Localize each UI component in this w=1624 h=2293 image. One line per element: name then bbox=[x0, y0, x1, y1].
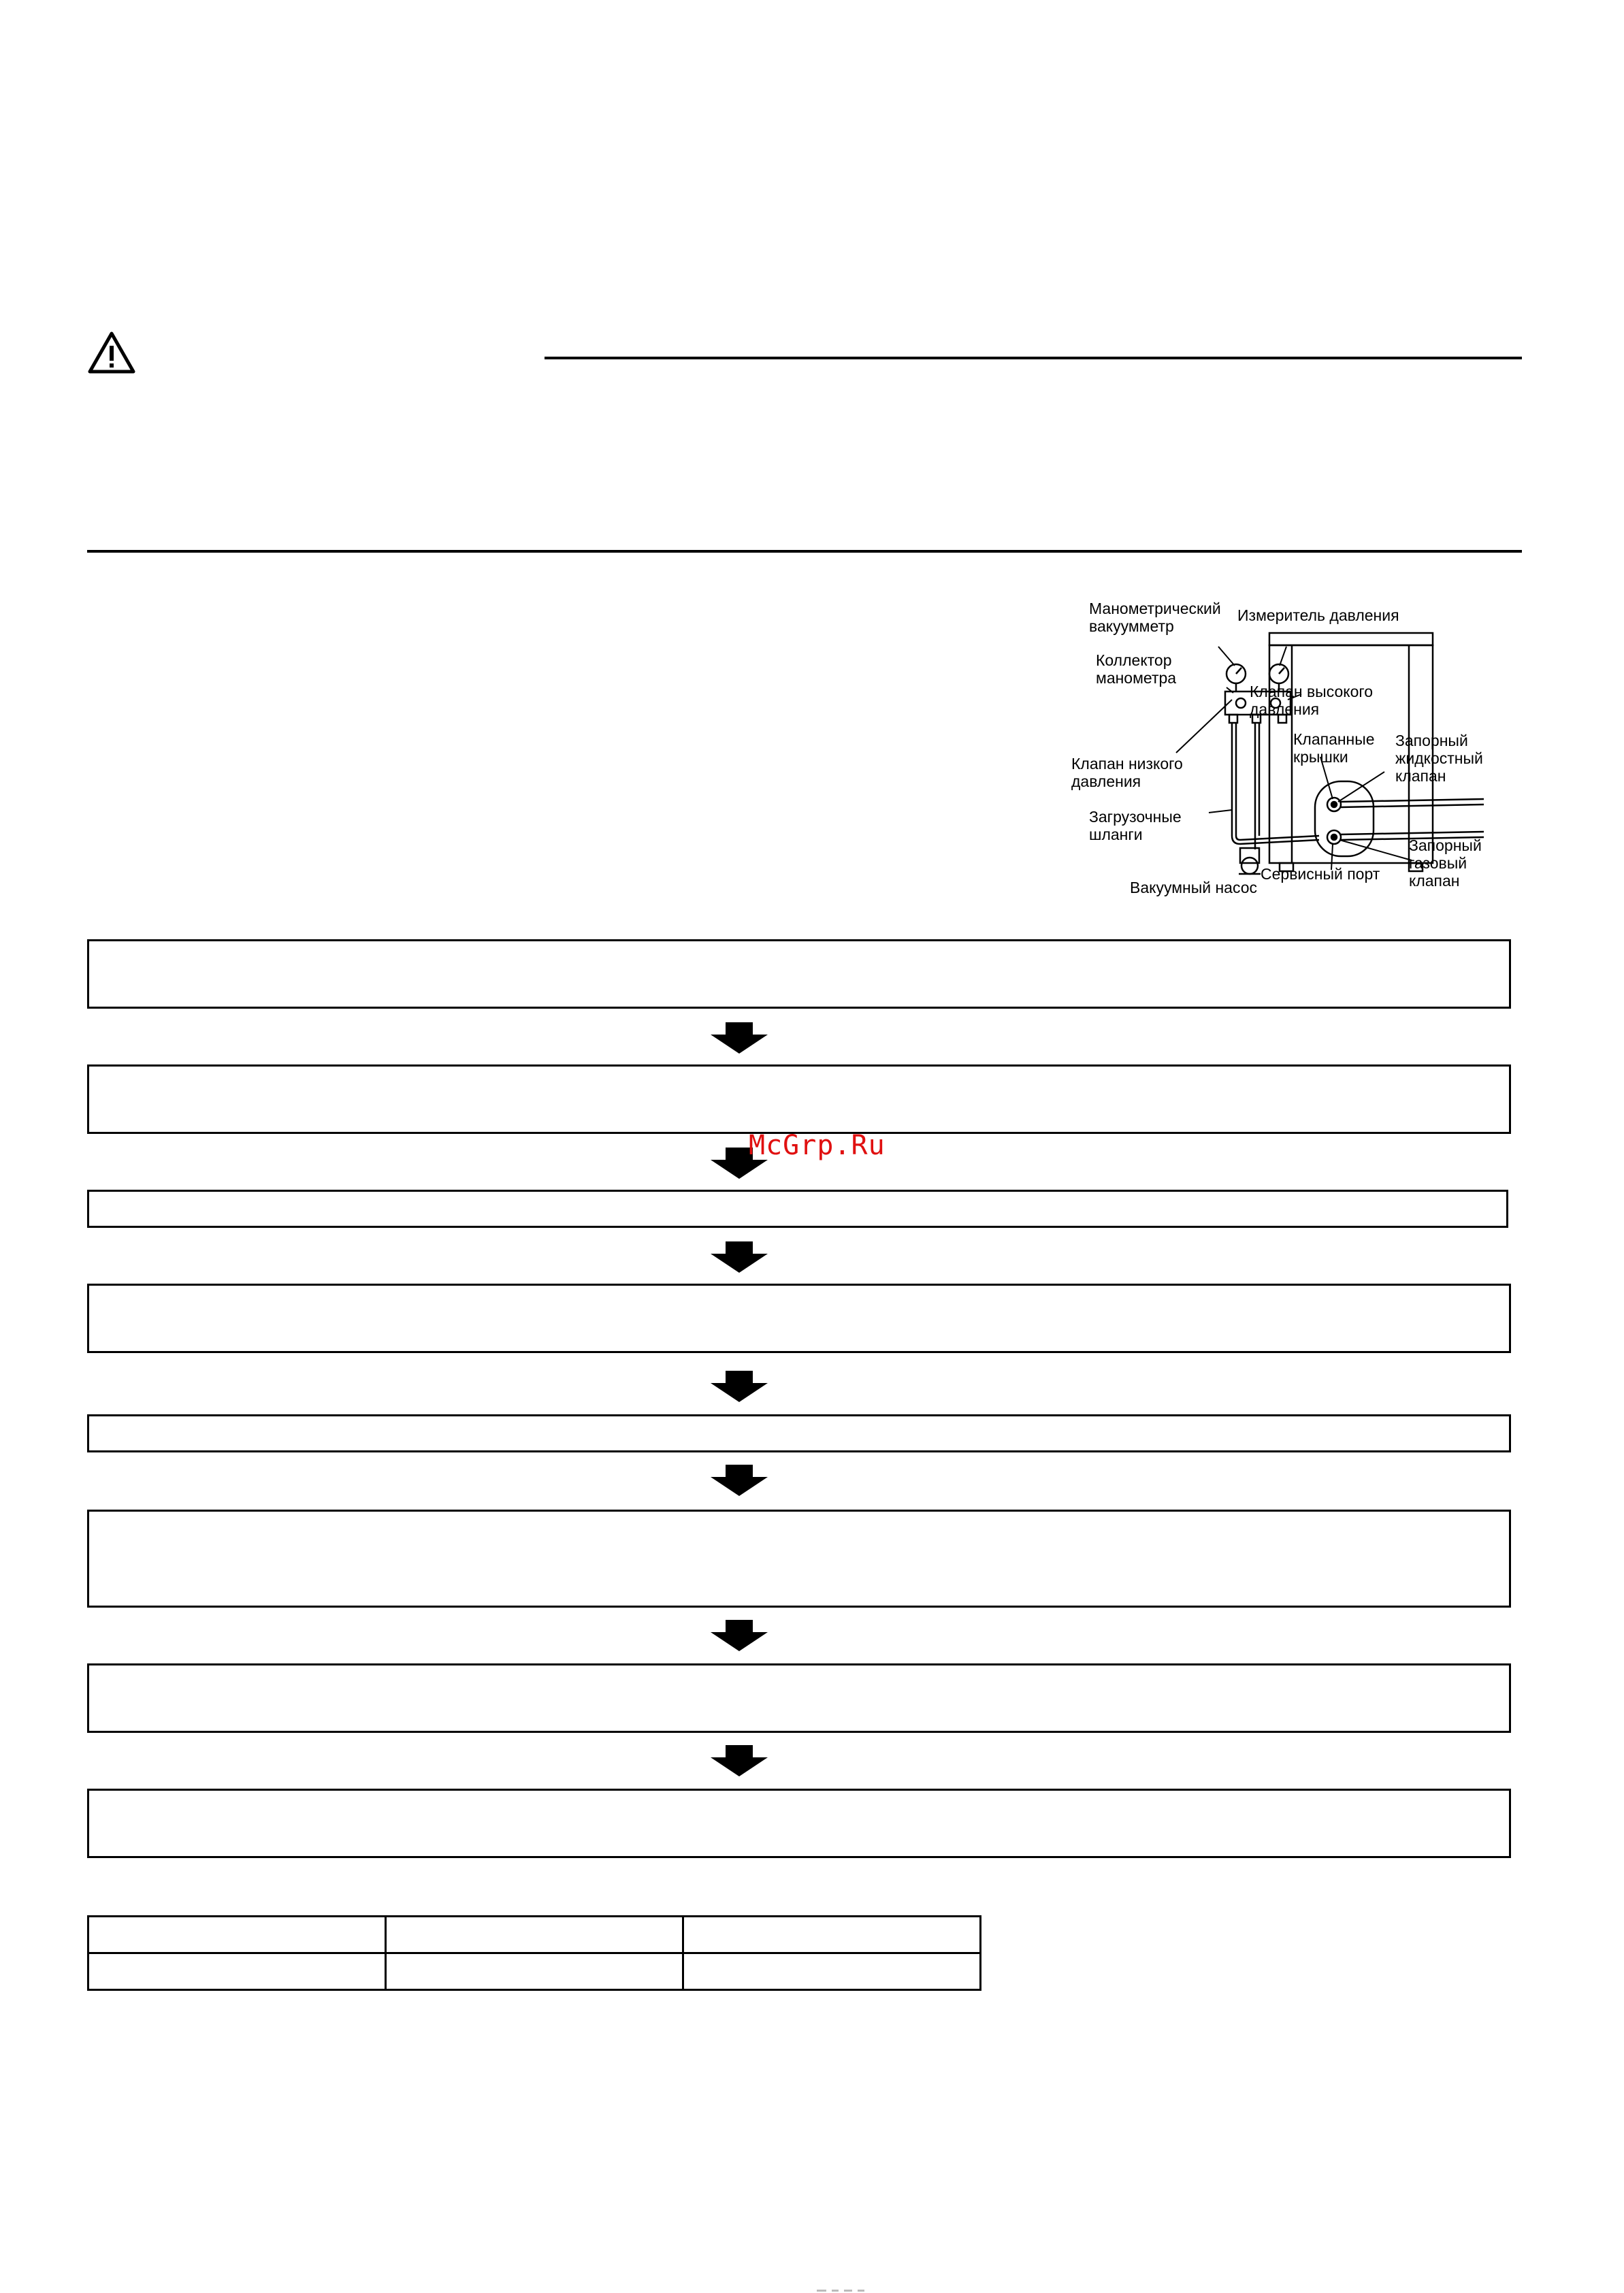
warning-rule-bottom bbox=[87, 550, 1522, 553]
footer-mark bbox=[817, 2288, 898, 2292]
warning-rule-top bbox=[545, 357, 1522, 359]
down-arrow-icon bbox=[711, 1371, 768, 1402]
table-row bbox=[88, 1953, 981, 1990]
label-hoses: Загрузочные bbox=[1089, 808, 1182, 826]
down-arrow-icon bbox=[711, 1620, 768, 1651]
label-low-valve: Клапан низкого bbox=[1071, 755, 1183, 773]
table-cell bbox=[683, 1953, 981, 1990]
label-gas-valve-2: газовый bbox=[1409, 854, 1467, 872]
label-liquid-valve-2: жидкостный bbox=[1395, 749, 1483, 767]
spec-table bbox=[87, 1915, 981, 1991]
down-arrow-icon bbox=[711, 1241, 768, 1273]
label-manifold: Коллектор bbox=[1096, 651, 1172, 669]
flow-step-8 bbox=[87, 1789, 1511, 1858]
label-valve-caps-2: крышки bbox=[1293, 748, 1348, 766]
label-gas-valve: Запорный bbox=[1409, 836, 1482, 854]
flow-step-5 bbox=[87, 1414, 1511, 1452]
down-arrow-icon bbox=[711, 1465, 768, 1496]
label-liquid-valve: Запорный bbox=[1395, 732, 1468, 749]
label-low-valve-2: давления bbox=[1071, 773, 1141, 790]
flow-step-7 bbox=[87, 1663, 1511, 1733]
table-cell bbox=[683, 1917, 981, 1953]
label-service-port: Сервисный порт bbox=[1261, 865, 1380, 883]
vacuum-setup-diagram bbox=[1048, 591, 1484, 911]
warning-triangle-icon bbox=[87, 331, 136, 374]
label-pressure-meter: Измеритель давления bbox=[1237, 606, 1399, 624]
label-high-valve-2: давления bbox=[1250, 700, 1320, 718]
label-gas-valve-3: клапан bbox=[1409, 872, 1460, 890]
label-valve-caps: Клапанные bbox=[1293, 730, 1375, 748]
table-cell bbox=[386, 1917, 683, 1953]
label-hoses-2: шланги bbox=[1089, 826, 1143, 843]
table-cell bbox=[88, 1917, 386, 1953]
flow-step-4 bbox=[87, 1284, 1511, 1353]
table-cell bbox=[88, 1953, 386, 1990]
flow-step-6 bbox=[87, 1510, 1511, 1608]
flow-step-3 bbox=[87, 1190, 1508, 1228]
watermark: McGrp.Ru bbox=[749, 1130, 886, 1161]
label-vacuum-pump: Вакуумный насос bbox=[1130, 879, 1258, 896]
label-vacuum-gauge-2: вакуумметр bbox=[1089, 617, 1174, 635]
label-liquid-valve-3: клапан bbox=[1395, 767, 1446, 785]
flow-step-1 bbox=[87, 939, 1511, 1009]
label-high-valve: Клапан высокого bbox=[1250, 683, 1374, 700]
down-arrow-icon bbox=[711, 1022, 768, 1054]
label-vacuum-gauge: Манометрический bbox=[1089, 600, 1221, 617]
label-manifold-2: манометра bbox=[1096, 669, 1177, 687]
flow-step-2 bbox=[87, 1064, 1511, 1134]
table-cell bbox=[386, 1953, 683, 1990]
table-row bbox=[88, 1917, 981, 1953]
down-arrow-icon bbox=[711, 1745, 768, 1776]
